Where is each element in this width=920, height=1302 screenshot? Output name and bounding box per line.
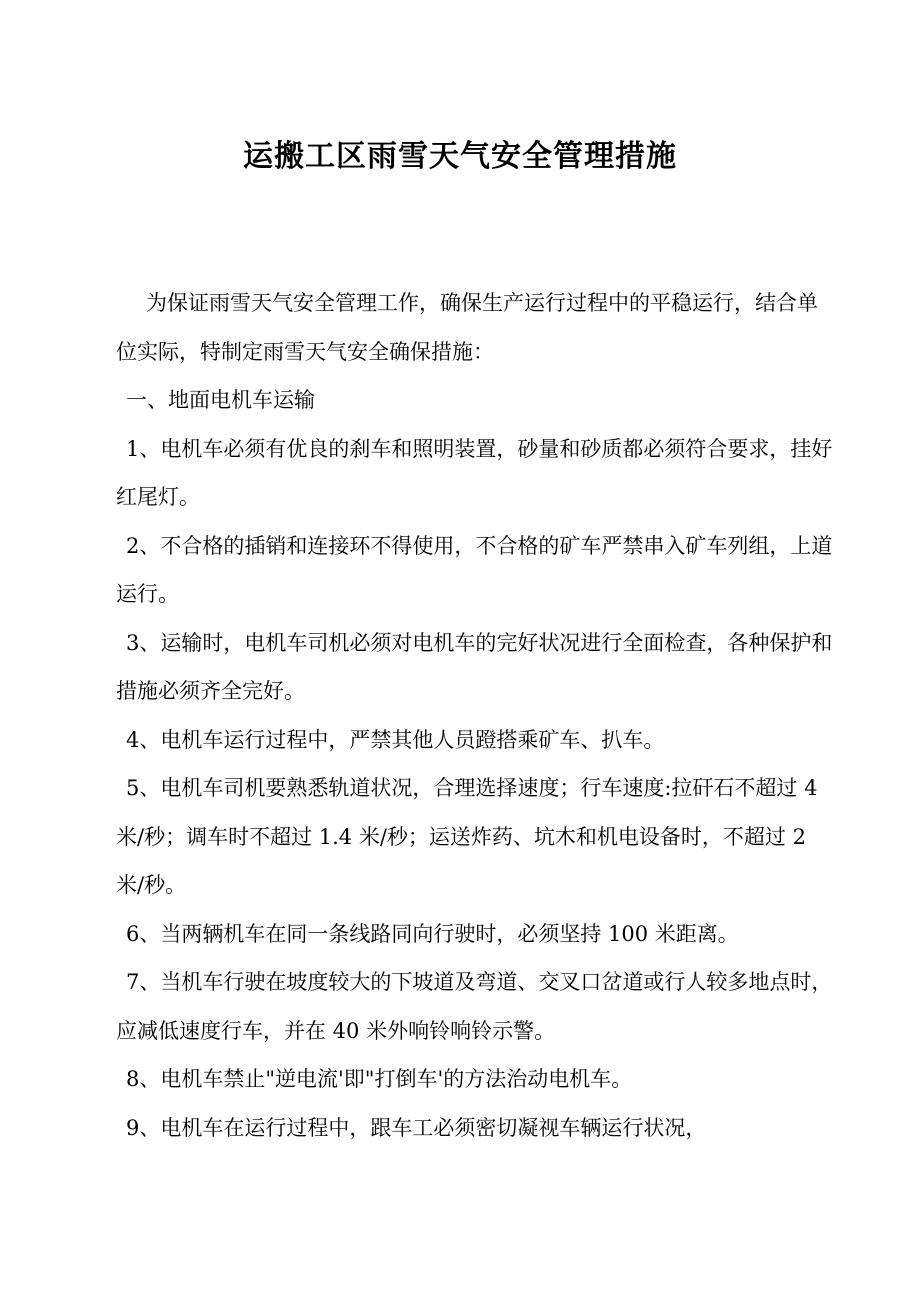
document-title: 运搬工区雨雪天气安全管理措施 bbox=[243, 139, 677, 174]
list-item: 8、电机车禁止"逆电流'即"打倒车'的方法治动电机车。 bbox=[126, 1067, 633, 1091]
document-body bbox=[116, 279, 836, 1152]
list-item: 6、当两辆机车在同一条线路同向行驶时，必须坚持 100 米距离。 bbox=[126, 921, 739, 946]
list-item: 2、不合格的插销和连接环不得使用，不合格的矿车严禁串入矿车列组，上道运行。 bbox=[116, 533, 833, 606]
list-item: 1、电机车必须有优良的刹车和照明装置，砂量和砂质都必须符合要求，挂好红尾灯。 bbox=[116, 436, 833, 509]
list-item: 4、电机车运行过程中，严禁其他人员蹬搭乘矿车、扒车。 bbox=[126, 727, 665, 752]
intro-paragraph: 为保证雨雪天气安全管理工作，确保生产运行过程中的平稳运行，结合单位实际，特制定雨雪天气安全确保措施： bbox=[116, 291, 818, 364]
section-heading: 一、地面电机车运输 bbox=[126, 388, 315, 412]
list-item: 7、当机车行驶在坡度较大的下坡道及弯道、交叉口岔道或行人较多地点时，应减低速度行车，并在 40 米外响铃响铃示警。 bbox=[116, 970, 833, 1043]
list-item: 5、电机车司机要熟悉轨道状况，合理选择速度；行车速度:拉矸石不超过 4 米/秒；调车时不超过 1.4 米/秒；运送炸药、坑木和机电设备时，不超过 2 米/秒。 bbox=[116, 776, 825, 897]
list-item: 3、运输时，电机车司机必须对电机车的完好状况进行全面检查，各种保护和措施必须齐全完好。 bbox=[116, 630, 833, 703]
list-item: 9、电机车在运行过程中，跟车工必须密切凝视车辆运行状况， bbox=[126, 1115, 707, 1140]
